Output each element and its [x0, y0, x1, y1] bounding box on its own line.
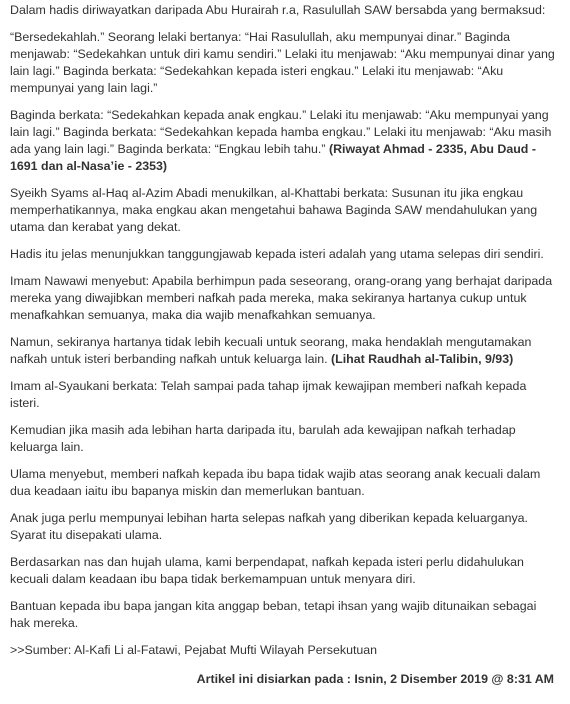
- article-paragraph: [10, 273, 558, 324]
- article-paragraph: [10, 185, 558, 236]
- article-paragraph: [10, 598, 558, 632]
- paragraph-text: Baginda berkata: “Sedekahkan kepada anak engkau.” Lelaki itu menjawab: “Aku mempunyai yang lain lagi.” Baginda berkata: “Sedekahkan kepada hamba engkau.” Lelaki itu menjawab: “Aku masih ada yang lain lagi.” Baginda berkata: “Engkau lebih tahu.”: [10, 108, 552, 156]
- paragraph-text: Imam Nawawi menyebut: Apabila berhimpun pada seseorang, orang-orang yang berhajat daripada mereka yang diwajibkan memberi nafkah pada mereka, maka sekiranya hartanya cukup untuk menafkahkan semuanya, maka dia wajib menafkahkan semuanya.: [10, 274, 553, 322]
- publish-date: Artikel ini disiarkan pada : Isnin, 2 Disember 2019 @ 8:31 AM: [196, 672, 554, 686]
- article-paragraph: [10, 29, 558, 97]
- article-paragraph: [10, 422, 558, 456]
- paragraph-text: Syeikh Syams al-Haq al-Azim Abadi menukilkan, al-Khattabi berkata: Susunan itu jika engkau memperhatikannya, maka engkau akan mengetahui bahawa Baginda SAW mendahulukan yang utama dan kerabat yang dekat.: [10, 186, 538, 234]
- paragraph-text: Bantuan kepada ibu bapa jangan kita anggap beban, tetapi ihsan yang wajib ditunaikan sebagai hak mereka.: [10, 599, 537, 630]
- article-paragraph: [10, 466, 558, 500]
- book-reference: (Lihat Raudhah al-Talibin, 9/93): [331, 352, 514, 366]
- paragraph-text: Dalam hadis diriwayatkan daripada Abu Hurairah r.a, Rasulullah SAW bersabda yang bermaksud:: [10, 3, 546, 17]
- paragraph-text: Anak juga perlu mempunyai lebihan harta selepas nafkah yang diberikan kepada keluarganya. Syarat itu disepakati ulama.: [10, 511, 528, 542]
- paragraph-text: Ulama menyebut, memberi nafkah kepada ibu bapa tidak wajib atas seorang anak kecuali dalam dua keadaan iaitu ibu bapanya miskin dan memerlukan bantuan.: [10, 467, 541, 498]
- hadith-reference: (Riwayat Ahmad - 2335, Abu Daud - 1691 dan al-Nasa’ie - 2353): [10, 142, 536, 173]
- article-paragraph: [10, 334, 558, 368]
- article-paragraph: [10, 246, 558, 263]
- source-line: [10, 642, 558, 659]
- article-paragraph: [10, 554, 558, 588]
- paragraph-text: “Bersedekahlah.” Seorang lelaki bertanya: “Hai Rasulullah, aku mempunyai dinar.” Baginda menjawab: “Sedekahkan untuk diri kamu sendiri.” Lelaki itu menjawab: “Aku mempunyai dinar yang lain lagi.” Baginda berkata: “Sedekahkan kepada isteri engkau.” Lelaki itu menjawab: “Aku mempunyai yang lain lagi.”: [10, 30, 555, 95]
- paragraph-text: Imam al-Syaukani berkata: Telah sampai pada tahap ijmak kewajipan memberi nafkah kepada isteri.: [10, 379, 527, 410]
- paragraph-text: Berdasarkan nas dan hujah ulama, kami berpendapat, nafkah kepada isteri perlu didahulukan kecuali dalam keadaan ibu bapa tidak berkemampuan untuk menyara diri.: [10, 555, 524, 586]
- paragraph-text: Hadis itu jelas menunjukkan tanggungjawab kepada isteri adalah yang utama selepas diri sendiri.: [10, 247, 544, 261]
- paragraph-text: Kemudian jika masih ada lebihan harta daripada itu, barulah ada kewajipan nafkah terhadap keluarga lain.: [10, 423, 516, 454]
- article-paragraph: [10, 510, 558, 544]
- paragraph-text: Namun, sekiranya hartanya tidak lebih kecuali untuk seorang, maka hendaklah mengutamakan nafkah untuk isteri berbanding nafkah untuk keluarga lain.: [10, 335, 532, 366]
- source-text: >>Sumber: Al-Kafi Li al-Fatawi, Pejabat Mufti Wilayah Persekutuan: [10, 643, 378, 657]
- article-paragraph: [10, 2, 558, 19]
- article-paragraph: [10, 378, 558, 412]
- article-paragraph: [10, 107, 558, 175]
